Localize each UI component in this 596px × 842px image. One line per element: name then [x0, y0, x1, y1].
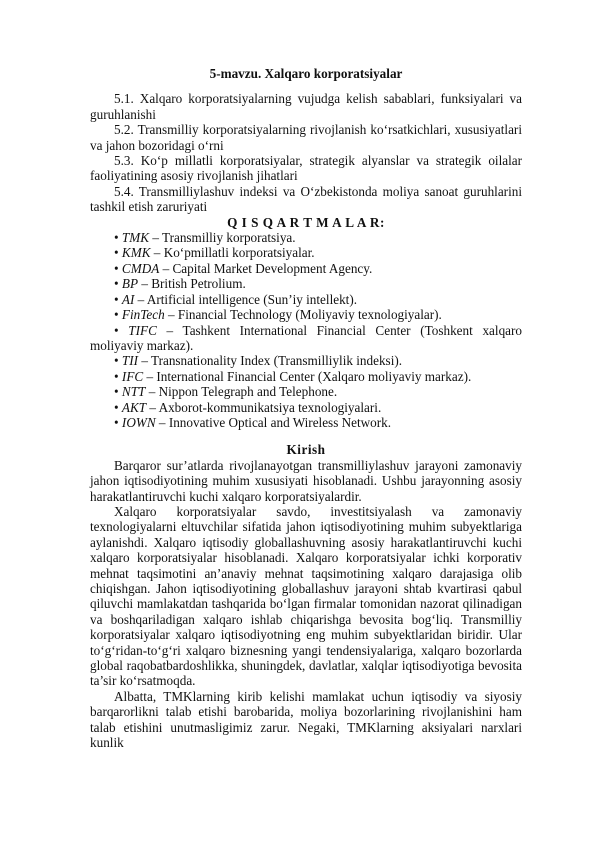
page-title: 5-mavzu. Xalqaro korporatsiyalar — [209, 66, 403, 81]
abbreviation-description: – Tashkent International Financial Center (Toshkent xalqaro moliyaviy markaz). — [90, 322, 523, 353]
section-heading-kirish: Kirish — [286, 442, 326, 458]
abbreviation-term: TIFC — [128, 322, 157, 338]
abbreviation-description: – Artificial intelligence (Sun’iy intellekt). — [134, 291, 358, 307]
abbreviation-term: AI — [121, 291, 135, 307]
abbreviation-description: – Transmilliy korporatsiya. — [149, 230, 296, 246]
intro-body — [90, 458, 522, 751]
abbreviation-item — [90, 384, 522, 399]
bullet-icon: • — [114, 291, 119, 307]
abbreviations-list — [90, 230, 522, 430]
paragraph: Barqaror sur’atlarda rivojlanayotgan transmilliylashuv jarayoni zamonaviy jahon iqtisodiyotining muhim xususiyati hisoblanadi. Ushbu jarayonning asosiy harakatlantiruvchi kuchi xalqaro korporatsiyalardir. — [90, 457, 522, 504]
abbreviation-item — [90, 400, 522, 415]
abbreviation-description: – British Petrolium. — [138, 276, 246, 292]
paragraph: Xalqaro korporatsiyalar savdo, investitsiyalash va zamonaviy texnologiyalarni eltuvchilar sifatida jahon iqtisodiyotining muhim subyektlariga aylanishdi. Xalqaro iqtisodiy globallashuvning asosiy harakatlantiruvchi kuchi xalqaro korporatsiyalar hisoblanadi. Xalqaro korporatsiyalar ichki korporativ mehnat taqsimotini an’anaviy mehnat taqsimotining xalqaro darajasiga olib chiqishgan. Jahon iqtisodiyotining globallashuv jarayoni shtab kvartirasi qabul qiluvchi mamlakatdan tashqarida bo‘lgan firmalar tomonidan nazorat qilinadigan va boshqariladigan xalqaro ishlab chiqarishga bevosita bog‘liq. Transmilliy korporatsiyalar xalqaro iqtisodiyotning eng muhim subyektlaridan biridir. Ular to‘g‘ridan-to‘g‘ri xalqaro biznesning yangi tendensiyalariga, xalqaro bozorlarda global raqobatbardoshlikka, shuningdek, davlatlar, xalqlar iqtisodiyotiga bevosita ta’sir ko‘rsatmoqda. — [90, 503, 522, 689]
abbreviation-item — [90, 261, 522, 276]
abbreviation-term: TMK — [121, 230, 150, 246]
plan-item: 5.2. Transmilliy korporatsiyalarning rivojlanish ko‘rsatkichlari, xususiyatlari va jahon bozoridagi o‘rni — [90, 122, 522, 153]
abbreviation-item — [90, 415, 522, 430]
abbreviation-description: – Innovative Optical and Wireless Network. — [155, 414, 392, 430]
bullet-icon: • — [114, 307, 119, 323]
abbreviation-term: AKT — [121, 399, 147, 415]
abbreviation-description: – Axborot-kommunikatsiya texnologiyalari. — [146, 399, 382, 415]
bullet-icon: • — [114, 368, 119, 384]
bullet-icon: • — [114, 245, 119, 261]
abbreviation-description: – Ko‘pmillatli korporatsiyalar. — [150, 245, 315, 261]
bullet-icon: • — [114, 414, 119, 430]
abbreviation-description: – Capital Market Development Agency. — [159, 260, 373, 276]
abbreviation-item — [90, 323, 522, 354]
topic-plan — [90, 91, 522, 214]
plan-item: 5.1. Xalqaro korporatsiyalarning vujudga kelish sabablari, funksiyalari va guruhlanishi — [90, 91, 522, 122]
abbreviation-item — [90, 369, 522, 384]
bullet-icon: • — [114, 230, 119, 246]
abbreviation-item — [90, 353, 522, 368]
abbreviation-item — [90, 245, 522, 260]
bullet-icon: • — [114, 353, 119, 369]
bullet-icon: • — [114, 260, 119, 276]
abbreviation-item — [90, 307, 522, 322]
document-page — [90, 66, 522, 750]
bullet-icon: • — [114, 276, 119, 292]
abbreviation-term: NTT — [121, 384, 146, 400]
abbreviation-term: FinTech — [121, 307, 165, 323]
abbreviation-item — [90, 230, 522, 245]
abbreviation-term: BP — [121, 276, 139, 292]
bullet-icon: • — [114, 399, 119, 415]
abbreviation-description: – International Financial Center (Xalqaro moliyaviy markaz). — [143, 368, 472, 384]
paragraph: Albatta, TMKlarning kirib kelishi mamlakat uchun iqtisodiy va siyosiy barqarorlikni talab etishi barobarida, moliya bozorlarining rivojlanishini ham talab etishini unutmasligimiz zarur. Negaki, TMKlarning aksiyalari narxlari kunlik — [90, 688, 522, 751]
abbreviations-heading: Q I S Q A R T M A L A R: — [227, 214, 385, 230]
abbreviation-term: KMK — [121, 245, 151, 261]
abbreviation-item — [90, 276, 522, 291]
abbreviation-term: CMDA — [121, 260, 160, 276]
plan-item: 5.4. Transmilliylashuv indeksi va O‘zbekistonda moliya sanoat guruhlarini tashkil etish zaruriyati — [90, 183, 522, 215]
abbreviation-term: IFC — [121, 368, 144, 384]
abbreviation-description: – Nippon Telegraph and Telephone. — [145, 384, 338, 400]
bullet-icon: • — [114, 322, 119, 338]
abbreviation-description: – Transnationality Index (Transmilliylik indeksi). — [138, 353, 403, 369]
abbreviation-item — [90, 292, 522, 307]
bullet-icon: • — [114, 384, 119, 400]
abbreviation-term: IOWN — [121, 414, 156, 430]
abbreviation-term: TII — [121, 353, 139, 369]
abbreviation-description: – Financial Technology (Moliyaviy texnologiyalar). — [164, 307, 442, 323]
plan-item: 5.3. Ko‘p millatli korporatsiyalar, strategik alyanslar va strategik oilalar faoliyatining asosiy rivojlanish jihatlari — [90, 153, 522, 184]
